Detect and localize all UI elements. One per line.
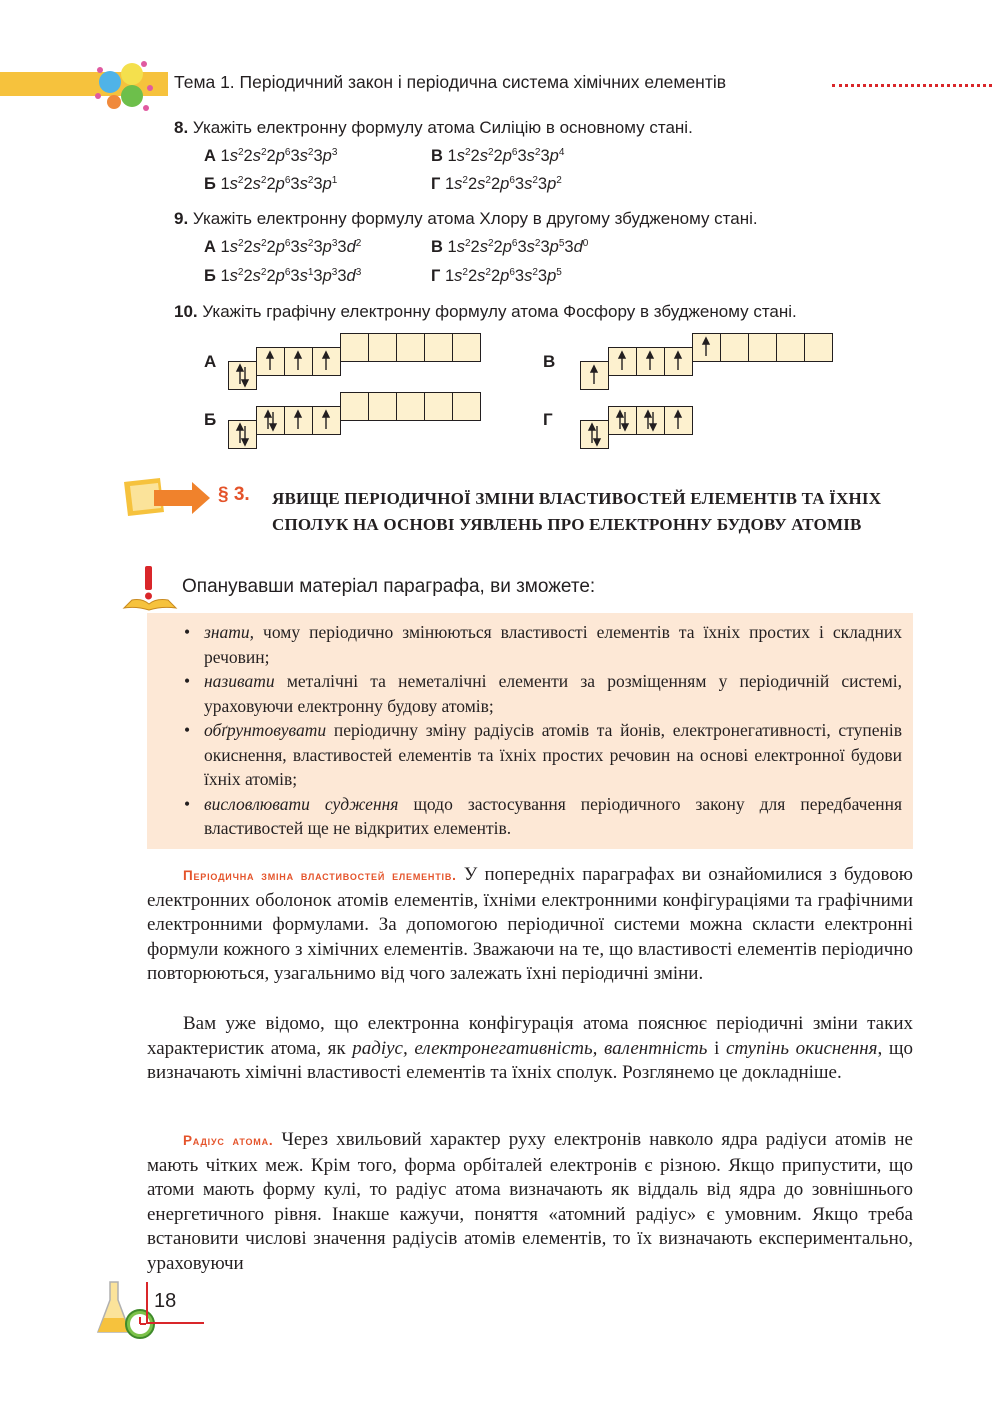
question-number: 10. [174,302,198,321]
list-item [180,718,902,792]
flask-clock-icon [96,1280,160,1340]
option-letter: Б [204,267,216,285]
question-number: 8. [174,118,189,137]
orbital-diagram-g [580,406,700,450]
page-number: 18 [154,1290,177,1312]
option-letter: Г [431,267,441,285]
goal-verb: обґрунтовувати [204,720,327,740]
option-formula: $1s^22s^22p^63s^23p^5$ [444,267,562,285]
diagram-label-g[interactable]: Г [543,410,553,429]
section-title: ЯВИЩЕ ПЕРІОДИЧНОЇ ЗМІНИ ВЛАСТИВОСТЕЙ ЕЛЕМЕНТІВ ТА ЇХНІХ СПОЛУК НА ОСНОВІ УЯВЛЕНЬ ПРО ЕЛЕКТРОННУ БУДОВУ АТОМІВ [272,489,882,534]
goal-verb: висловлювати судження [204,793,399,814]
question-10 [174,302,797,322]
diagram-label-b[interactable]: Б [204,410,217,429]
answer-option[interactable] [431,238,588,257]
goal-verb: називати [204,671,275,691]
list-item [180,669,902,718]
goal-text: металічні та неметалічні елементи за розміщенням у періодичній системі, ураховуючи електронну будову атомів; [204,671,902,716]
orbital-diagram-b [228,392,488,450]
goals-list [180,620,902,841]
paragraph-electron-config [147,1012,913,1086]
paragraph-text: Вам уже відомо, що електронна конфігурація атома пояснює періодичні зміни таких характеристик атома, як [147,1013,913,1059]
diagram-label-a[interactable]: А [204,352,217,371]
answer-option[interactable] [204,175,337,194]
emphasis-text: радіус, електронегативність, валентність [352,1037,708,1059]
goals-intro: Опанувавши матеріал параграфа, ви зможете: [182,576,596,597]
list-item [180,792,902,841]
option-formula: $1s^22s^22p^63s^23p^53d^0$ [447,238,589,256]
molecule-icon [92,58,158,114]
paragraph-text: , що визначають хімічні властивості елементів та їхніх сполук. Розглянемо це докладніше. [147,1037,913,1084]
option-letter: А [204,147,216,165]
paragraph-text: Через хвильовий характер руху електронів навколо ядра радіуси атомів не мають чітких меж. Крім того, форма орбіталей електронів є різною. Якщо припустити, що атоми мають форму кулі, то радіус атома визначають як віддаль від ядра до зовнішнього енергетичного рівня. Інакше кажучи, поняття «атомний радіус» є умовним. Якщо треба встановити числові значення радіусів атомів елементів, то їх визначають експериментально, ураховуючи [147,1129,913,1274]
book-arrow-icon [124,478,212,518]
header-dots-divider [832,84,992,87]
question-9 [174,209,758,229]
option-letter: Б [204,175,216,193]
diagram-label-v[interactable]: В [543,352,556,371]
goal-verb: знати, [204,622,255,642]
paragraph-atomic-radius [147,1128,913,1277]
answer-option[interactable] [204,238,361,257]
option-formula: $1s^22s^22p^63s^23p^1$ [220,175,338,193]
orbital-diagram-a [228,333,488,391]
question-text: Укажіть графічну електронну формулу атома Фосфору в збудженому стані. [202,302,797,321]
goal-text: періодичну зміну радіусів атомів та йонів, електронегативності, ступенів окиснення, властивостей елементів та їхніх простих речовин на основі електронної будови їхніх атомів; [204,720,902,789]
option-formula: $1s^22s^22p^63s^23p^2$ [444,175,562,193]
list-item [180,620,902,669]
paragraph-periodic-change [147,863,913,987]
question-text: Укажіть електронну формулу атома Хлору в другому збудженому стані. [192,209,758,228]
option-formula: $1s^22s^22p^63s^23p^3$ [220,147,338,165]
goal-text: чому періодично змінюються властивості елементів та їхніх простих і складних речовин; [204,622,902,667]
option-formula: $1s^22s^22p^63s^23p^4$ [447,147,565,165]
answer-option[interactable] [431,267,562,286]
footer-line [146,1322,204,1324]
question-8 [174,118,693,138]
goal-text: щодо застосування періодичного закону для передбачення властивостей ще не відкритих елементів. [204,793,902,838]
open-book-exclamation-icon [122,566,178,612]
answer-option[interactable] [431,147,564,166]
emphasis-text: ступінь окиснення [726,1037,878,1059]
footer-vertical-line [146,1282,148,1323]
question-text: Укажіть електронну формулу атома Силіцію в основному стані. [192,118,693,137]
paragraph-text: У попередніх параграфах ви ознайомилися з будовою електронних оболонок атомів елементів, їхніми електронними конфігураціями та графічними електронними формулами. За допомогою періодичної системи можна скласти електронні формули кожного з хімічних елементів. Зважаючи на те, що властивості елементів періодично повторюються, узагальнимо від чого залежать їхні періодичні зміни. [147,864,913,985]
paragraph-lead: Радіус атома. [183,1133,274,1148]
option-letter: Г [431,175,441,193]
running-header-title: Тема 1. Періодичний закон і періодична система хімічних елементів [174,72,727,92]
paragraph-text: і [707,1037,726,1059]
option-letter: А [204,238,216,256]
answer-option[interactable] [431,175,562,194]
option-formula: $1s^22s^22p^63s^23p^33d^2$ [220,238,362,256]
paragraph-lead: Періодична зміна властивостей елементів. [183,868,457,883]
question-number: 9. [174,209,189,228]
orbital-diagram-v [580,333,840,391]
option-letter: В [431,147,443,165]
section-number: § 3. [218,484,250,505]
option-letter: В [431,238,443,256]
option-formula: $1s^22s^22p^63s^13p^33d^3$ [220,267,362,285]
answer-option[interactable] [204,267,361,286]
answer-option[interactable] [204,147,337,166]
